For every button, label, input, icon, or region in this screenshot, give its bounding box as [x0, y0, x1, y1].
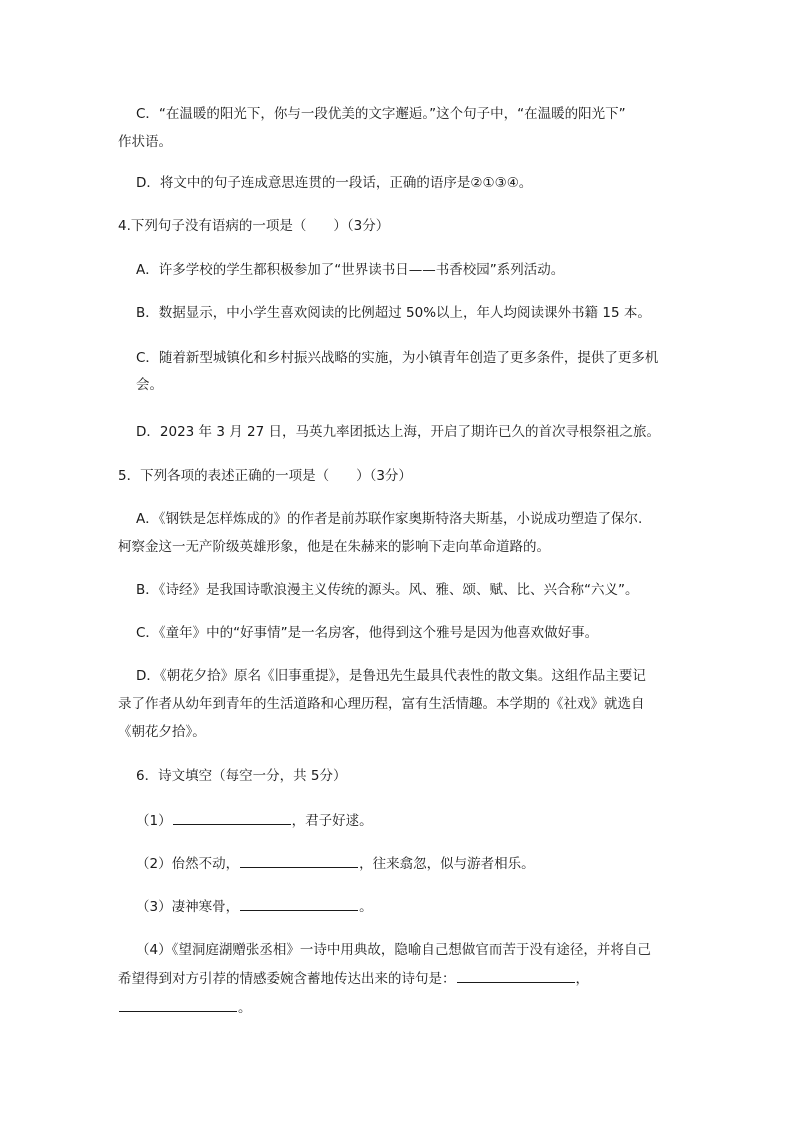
q6-item-3-blank[interactable]	[240, 896, 358, 911]
q5-option-d-line3: 《朝花夕拾》。	[118, 724, 206, 740]
q4-option-c-line1: C．随着新型城镇化和乡村振兴战略的实施，为小镇青年创造了更多条件，提供了更多机	[136, 350, 659, 366]
q6-item-3-suffix: 。	[359, 899, 373, 915]
q6-item-3	[136, 896, 696, 917]
q6-item-2-prefix: （2）佁然不动，	[136, 856, 240, 872]
q6-item-4-blank-2[interactable]	[119, 997, 237, 1012]
q6-item-1	[136, 810, 696, 831]
q4-stem: 4.下列句子没有语病的一项是（ ）（3分）	[118, 218, 390, 234]
q6-item-4-line1: （4）《望洞庭湖赠张丞相》一诗中用典故，隐喻自己想做官而苦于没有途径，并将自己	[136, 942, 651, 958]
q6-item-3-prefix: （3）凄神寒骨，	[136, 899, 240, 915]
q4-option-d: D．2023 年 3 月 27 日，马英九率团抵达上海，开启了期许已久的首次寻根祭祖之旅。	[136, 424, 660, 440]
q6-item-2-blank[interactable]	[240, 853, 358, 868]
q3-option-c-line1: C．“在温暖的阳光下，你与一段优美的文字邂逅。”这个句子中，“在温暖的阳光下”	[136, 106, 626, 122]
q6-item-4-prefix: 希望得到对方引荐的情感委婉含蓄地传达出来的诗句是：	[118, 971, 456, 987]
q4-option-c-line2: 会。	[136, 377, 163, 393]
q6-item-4-suffix: 。	[238, 1000, 252, 1016]
q6-item-4-separator: ，	[575, 971, 589, 987]
q3-option-c-line2: 作状语。	[118, 134, 172, 150]
q3-option-d: D．将文中的句子连成意思连贯的一段话，正确的语序是②①③④。	[136, 175, 533, 191]
q6-item-1-suffix: ，君子好逑。	[291, 813, 373, 829]
q6-item-2-suffix: ，往来翕忽，似与游者相乐。	[359, 856, 535, 872]
q5-option-a-line1: A．《钢铁是怎样炼成的》的作者是前苏联作家奥斯特洛夫斯基，小说成功塑造了保尔.	[136, 511, 643, 527]
q5-option-c: C．《童年》中的“好事情”是一名房客，他得到这个雅号是因为他喜欢做好事。	[136, 625, 599, 641]
q6-stem: 6．诗文填空（每空一分，共 5分）	[136, 768, 347, 784]
q5-option-a-line2: 柯察金这一无产阶级英雄形象，他是在朱赫来的影响下走向革命道路的。	[118, 539, 550, 555]
q5-option-b: B．《诗经》是我国诗歌浪漫主义传统的源头。风、雅、颂、赋、比、兴合称“六义”。	[136, 582, 639, 598]
q6-item-4-blank-1[interactable]	[457, 968, 575, 983]
q6-item-4-line3	[118, 997, 678, 1018]
q6-item-1-prefix: （1）	[136, 813, 172, 829]
q6-item-2	[136, 853, 696, 874]
q5-option-d-line2: 录了作者从幼年到青年的生活道路和心理历程，富有生活情趣。本学期的《社戏》就选自	[118, 696, 645, 712]
q4-option-b: B．数据显示，中小学生喜欢阅读的比例超过 50%以上，年人均阅读课外书籍 15 本。	[136, 305, 651, 321]
q6-item-1-blank[interactable]	[173, 810, 291, 825]
q5-option-d-line1: D．《朝花夕拾》原名《旧事重提》，是鲁迅先生最具代表性的散文集。这组作品主要记	[136, 668, 646, 684]
q4-option-a: A．许多学校的学生都积极参加了“世界读书日——书香校园”系列活动。	[136, 262, 565, 278]
q6-item-4-line2	[118, 968, 678, 989]
q5-stem: 5．下列各项的表述正确的一项是（ ）（3分）	[118, 468, 412, 484]
